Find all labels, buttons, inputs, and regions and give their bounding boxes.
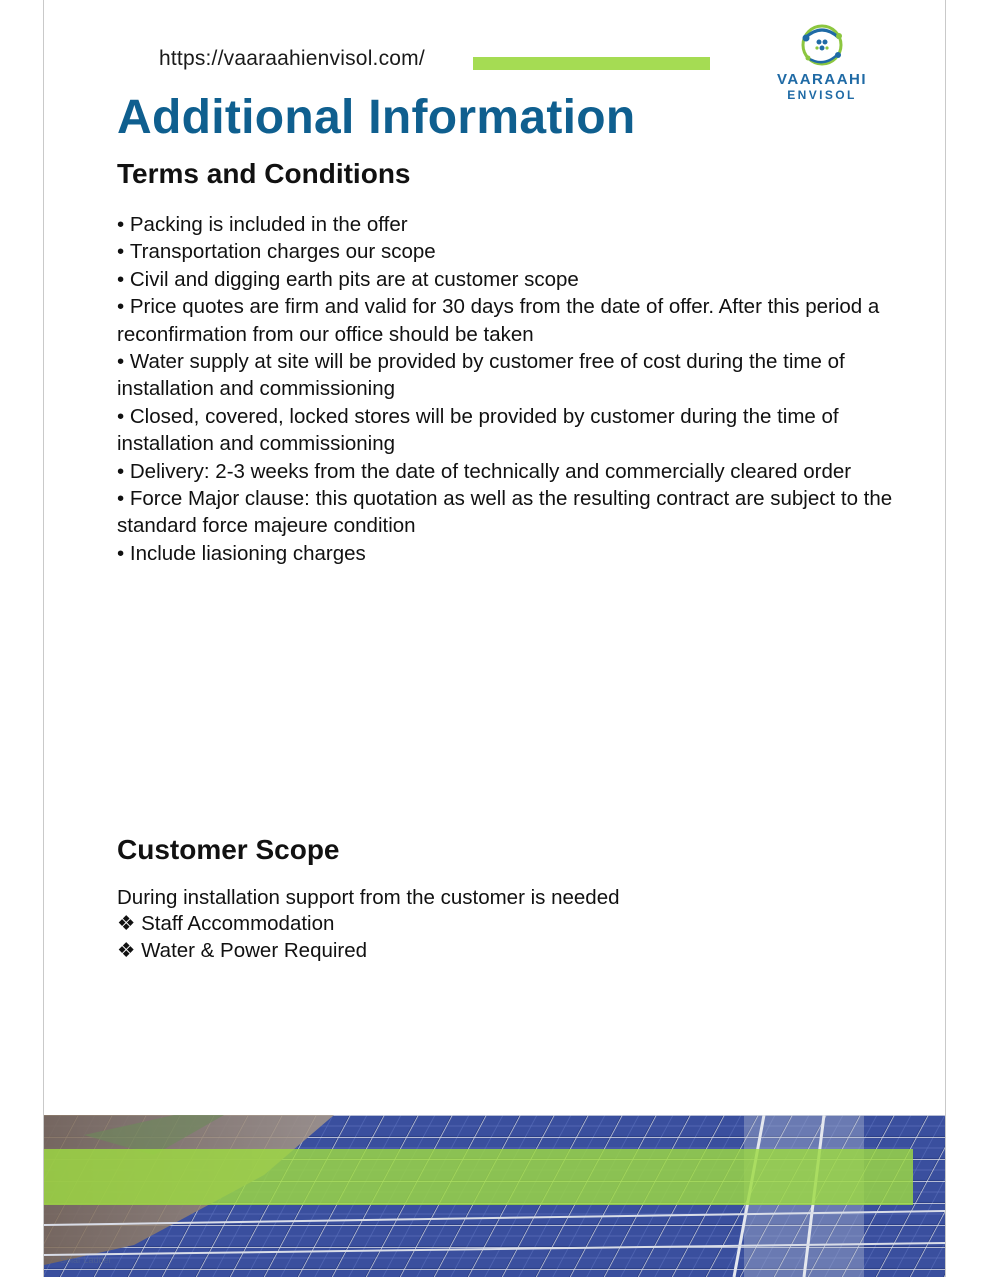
logo-subwordmark: ENVISOL [787, 88, 857, 102]
list-item: • Force Major clause: this quotation as well as the resulting contract are subject to the standard force majeure condition [117, 485, 907, 540]
document-page [43, 0, 946, 1277]
list-item: • Transportation charges our scope [117, 238, 907, 265]
solar-panels-photo [44, 1115, 946, 1277]
list-item: • Packing is included in the offer [117, 211, 907, 238]
list-item: ❖ Staff Accommodation [117, 910, 367, 937]
list-item: • Include liasioning charges [117, 540, 907, 567]
list-item: • Closed, covered, locked stores will be provided by customer during the time of installation and commissioning [117, 403, 907, 458]
list-item: ❖ Water & Power Required [117, 937, 367, 964]
logo-wordmark: VAARAAHI [776, 71, 868, 88]
list-item: • Delivery: 2-3 weeks from the date of technically and commercially cleared order [117, 458, 907, 485]
list-item: • Civil and digging earth pits are at customer scope [117, 266, 907, 293]
website-url[interactable]: https://vaaraahienvisol.com/ [159, 47, 425, 70]
list-item: • Price quotes are firm and valid for 30 days from the date of offer. After this period a reconfirmation from our office should be taken [117, 293, 907, 348]
company-logo [756, 18, 888, 108]
customer-scope-heading: Customer Scope [117, 834, 340, 865]
list-item: • Water supply at site will be provided by customer free of cost during the time of installation and commissioning [117, 348, 907, 403]
customer-scope-list [117, 910, 367, 965]
page-title: Additional Information [117, 91, 636, 144]
terms-list [117, 211, 907, 567]
terms-heading: Terms and Conditions [117, 158, 411, 189]
image-credit: Solar Ladder [60, 1255, 112, 1265]
logo-globe-icon [794, 18, 850, 72]
header-accent-bar [473, 57, 710, 70]
customer-scope-intro: During installation support from the customer is needed [117, 886, 620, 909]
banner-green-band [44, 1149, 913, 1205]
